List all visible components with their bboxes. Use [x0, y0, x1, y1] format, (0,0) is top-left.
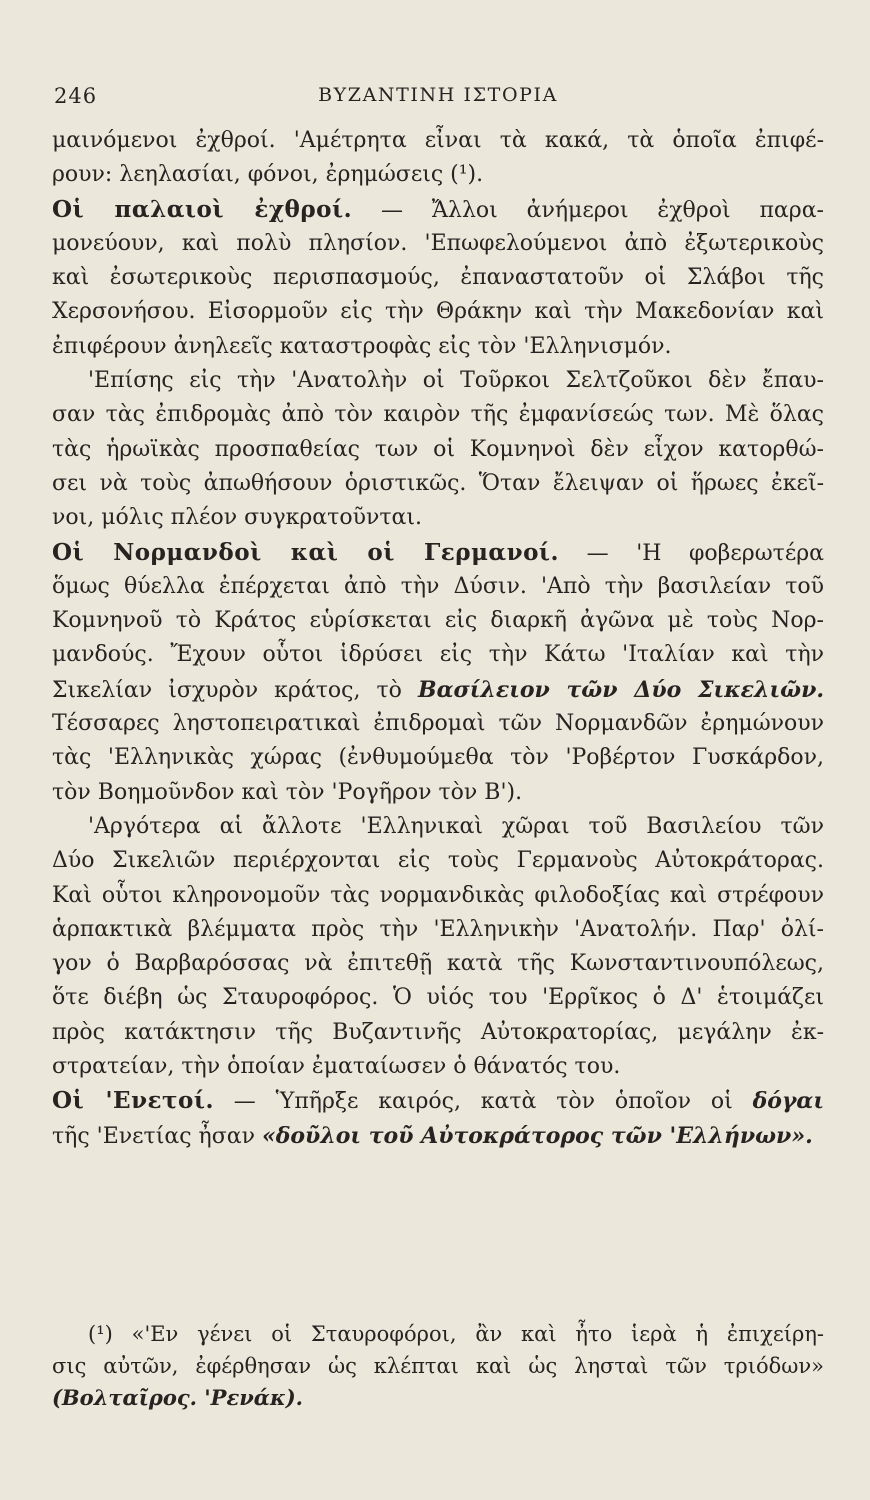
section-heading: Οἱ Νορμανδοὶ καὶ οἱ Γερμανοί. — [52, 538, 560, 566]
text-line: τὰς 'Ελληνικὰς χώρας (ἐνθυμούμεθα τὸν 'Ροβέρτον Γυσκάρδον, — [52, 745, 824, 771]
text-line: ρουν: λεηλασίαι, φόνοι, ἐρημώσεις (¹). — [52, 162, 484, 188]
text-line: Τέσσαρες ληστοπειρατικαὶ ἐπιδρομαὶ τῶν Νορμανδῶν ἐρημώνουν — [52, 711, 824, 737]
text-line: τῆς 'Ενετίας ἦσαν «δοῦλοι τοῦ Αὐτοκράτορος τῶν 'Ελλήνων». — [52, 1122, 813, 1149]
page-header — [52, 84, 824, 114]
text-line: στρατείαν, τὴν ὁποίαν ἐματαίωσεν ὁ θάνατός του. — [52, 1054, 621, 1080]
text-line: 'Αργότερα αἱ ἄλλοτε 'Ελληνικαὶ χῶραι τοῦ Βασιλείου τῶν — [88, 813, 824, 839]
page-number: 246 — [54, 84, 98, 108]
footnote — [52, 1318, 824, 1414]
section-heading: Οἱ παλαιοὶ ἐχθροί. — [52, 195, 353, 223]
footnote-line: σις αὐτῶν, ἐφέρθησαν ὡς κλέπται καὶ ὡς λησταὶ τῶν τριόδων» — [52, 1354, 824, 1378]
text-line: νοι, μόλις πλέον συγκρατοῦνται. — [52, 505, 422, 531]
text-line: Οἱ παλαιοὶ ἐχθροί. — Ἄλλοι ἀνήμεροι ἐχθροὶ παρα- — [52, 195, 824, 223]
text-line: μανδούς. Ἔχουν οὗτοι ἱδρύσει εἰς τὴν Κάτω 'Ιταλίαν καὶ τὴν — [52, 642, 824, 668]
emphasized-phrase: Βασίλειον τῶν Δύο Σικελιῶν. — [418, 676, 824, 703]
text-line: τὰς ἡρωϊκὰς προσπαθείας των οἱ Κομνηνοὶ δὲν εἶχον κατορθώ- — [52, 436, 824, 462]
body-text — [52, 124, 824, 1153]
text-line: Κομνηνοῦ τὸ Κράτος εὑρίσκεται εἰς διαρκῆ ἀγῶνα μὲ τοὺς Νορ- — [52, 608, 824, 634]
text-line: 'Επίσης εἰς τὴν 'Ανατολὴν οἱ Τοῦρκοι Σελτζοῦκοι δὲν ἔπαυ- — [88, 368, 824, 394]
footnote-source: (Βολταῖρος. 'Ρενάκ). — [52, 1385, 303, 1410]
text-line: γον ὁ Βαρβαρόσσας νὰ ἐπιτεθῇ κατὰ τῆς Κωνσταντινουπόλεως, — [52, 951, 824, 977]
text-line: καὶ ἐσωτερικοὺς περισπασμούς, ἐπαναστατοῦν οἱ Σλάβοι τῆς — [52, 265, 824, 291]
emphasized-word: δόγαι — [752, 1088, 824, 1115]
text-line: μονεύουν, καὶ πολὺ πλησίον. 'Επωφελούμενοι ἀπὸ ἐξωτερικοὺς — [52, 230, 824, 256]
text-line: Καὶ οὗτοι κληρονομοῦν τὰς νορμανδικὰς φιλοδοξίας καὶ στρέφουν — [52, 882, 824, 908]
text-line: σει νὰ τοὺς ἀπωθήσουν ὁριστικῶς. Ὅταν ἔλειψαν οἱ ἥρωες ἐκεῖ- — [52, 470, 824, 496]
text-line: σαν τὰς ἐπιδρομὰς ἀπὸ τὸν καιρὸν τῆς ἐμφανίσεώς των. Μὲ ὅλας — [52, 402, 824, 428]
running-title: ΒΥΖΑΝΤΙΝΗ ΙΣΤΟΡΙΑ — [318, 84, 558, 106]
text-line: Οἱ Νορμανδοὶ καὶ οἱ Γερμανοί. — 'Η φοβερωτέρα — [52, 538, 824, 566]
section-heading: Οἱ 'Ενετοί. — [52, 1087, 214, 1115]
text-line: ἐπιφέρουν ἀνηλεεῖς καταστροφὰς εἰς τὸν 'Ελληνισμόν. — [52, 333, 672, 359]
text-line: Δύο Σικελιῶν περιέρχονται εἰς τοὺς Γερμανοὺς Αὐτοκράτορας. — [52, 848, 824, 874]
text-line: πρὸς κατάκτησιν τῆς Βυζαντινῆς Αὐτοκρατορίας, μεγάλην ἐκ- — [52, 1019, 824, 1045]
text-line: Οἱ 'Ενετοί. — Ὑπῆρξε καιρός, κατὰ τὸν ὁποῖον οἱ δόγαι — [52, 1087, 824, 1115]
footnote-line: (¹) «'Εν γένει οἱ Σταυροφόροι, ἂν καὶ ἦτο ἱερὰ ἡ ἐπιχείρη- — [88, 1322, 824, 1346]
text-line: μαινόμενοι ἐχθροί. 'Αμέτρητα εἶναι τὰ κακά, τὰ ὁποῖα ἐπιφέ- — [52, 128, 824, 153]
text-line: ἁρπακτικὰ βλέμματα πρὸς τὴν 'Ελληνικὴν 'Ανατολήν. Παρ' ὀλί- — [52, 916, 824, 942]
text-line: τὸν Βοημοῦνδον καὶ τὸν 'Ρογῆρον τὸν Β'). — [52, 779, 523, 805]
emphasized-quote: «δοῦλοι τοῦ Αὐτοκράτορος τῶν 'Ελλήνων». — [261, 1122, 813, 1149]
text-line: Σικελίαν ἰσχυρὸν κράτος, τὸ Βασίλειον τῶν Δύο Σικελιῶν. — [52, 676, 824, 703]
text-line: ὅμως θύελλα ἐπέρχεται ἀπὸ τὴν Δύσιν. 'Απὸ τὴν βασιλείαν τοῦ — [52, 573, 824, 599]
text-line: ὅτε διέβη ὡς Σταυροφόρος. Ὁ υἱός του 'Ερρῖκος ὁ Δ' ἑτοιμάζει — [52, 985, 824, 1011]
text-line: Χερσονήσου. Εἰσορμοῦν εἰς τὴν Θράκην καὶ τὴν Μακεδονίαν καὶ — [52, 299, 824, 325]
